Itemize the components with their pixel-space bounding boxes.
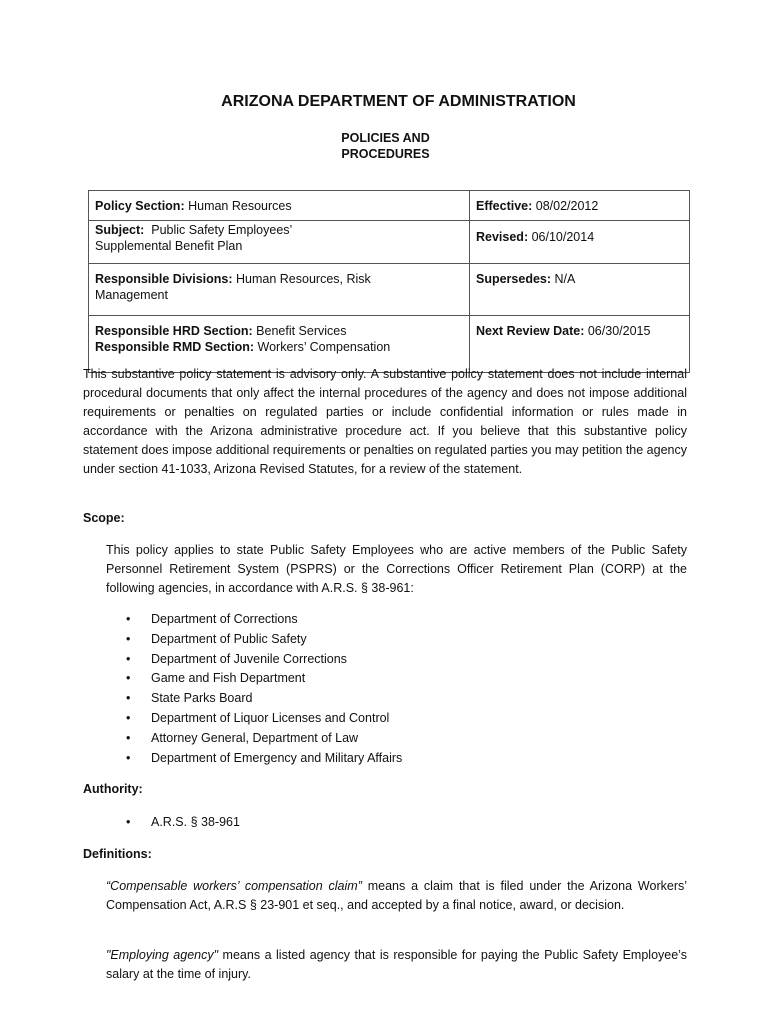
bullet-icon: • [126, 815, 131, 829]
table-row [89, 191, 690, 221]
definition-text: means a listed agency that is responsible for paying the Public Safety Employee’s salary at the time of injury. [106, 948, 687, 981]
subject-value-line-1: Public Safety Employees’ [151, 223, 293, 237]
list-item [126, 813, 240, 833]
rmd-label: Responsible RMD Section: [95, 340, 255, 354]
list-item [126, 749, 402, 769]
agency-name: Department of Corrections [151, 612, 298, 626]
supersedes-cell [470, 264, 690, 316]
effective-cell [470, 191, 690, 221]
sections-cell [89, 316, 470, 373]
divisions-label: Responsible Divisions: [95, 272, 233, 286]
agency-name: Attorney General, Department of Law [151, 730, 359, 745]
hrd-line [95, 323, 463, 339]
divisions-value-line-2: Management [95, 288, 168, 302]
bullet-icon: • [126, 631, 131, 646]
authority-citation: A.R.S. § 38-961 [151, 815, 240, 829]
policy-section-cell [89, 191, 470, 221]
policy-section-label: Policy Section: [95, 199, 185, 213]
rmd-line [95, 339, 463, 355]
hrd-value: Benefit Services [256, 324, 347, 338]
supersedes-label: Supersedes: [476, 272, 552, 286]
document-title: ARIZONA DEPARTMENT OF ADMINISTRATION [221, 93, 576, 110]
bullet-icon: • [126, 651, 131, 666]
agency-name: Game and Fish Department [151, 671, 306, 686]
agency-name: Department of Public Safety [151, 631, 307, 646]
definition-compensable-claim [106, 877, 687, 915]
subject-label: Subject: [95, 223, 145, 237]
table-row [89, 221, 690, 264]
review-label: Next Review Date: [476, 324, 585, 338]
bullet-icon: • [126, 612, 131, 626]
agency-name: State Parks Board [151, 691, 253, 706]
policy-info-table [88, 190, 690, 373]
bullet-icon: • [126, 691, 131, 706]
list-item [126, 689, 402, 709]
bullet-icon: • [126, 671, 131, 686]
scope-heading: Scope: [83, 511, 125, 525]
list-item [126, 650, 402, 670]
agency-name: Department of Liquor Licenses and Control [151, 710, 390, 725]
authority-list [126, 813, 240, 833]
divisions-cell [89, 264, 470, 316]
list-item [126, 630, 402, 650]
revised-cell [470, 221, 690, 264]
definition-text: means a claim that is filed under the Arizona Workers’ Compensation Act, A.R.S § 23-901 et seq., and accepted by a final notice, award, or decision. [106, 879, 688, 912]
scope-text: This policy applies to state Public Safety Employees who are active members of the Public Safety Personnel Retirement System (PSPRS) or the Corrections Officer Retirement Plan (CORP) at the following agencies, in accordance with A.R.S. § 38-961: [106, 543, 687, 595]
table-row [89, 316, 690, 373]
policy-section-value: Human Resources [188, 199, 292, 213]
effective-value: 08/02/2012 [535, 199, 599, 213]
revised-value: 06/10/2014 [531, 230, 595, 244]
list-item [126, 729, 402, 749]
advisory-statement: This substantive policy statement is advisory only. A substantive policy statement does not include internal procedural documents that only affect the internal procedures of the agency and does not impose additional requirements or penalties on regulated parties or include confidential information or rules made in accordance with the Arizona administrative procedure act. If you believe that this substantive policy statement does impose additional requirements or penalties on regulated parties you may petition the agency under section 41-1033, Arizona Revised Statutes, for a review of the statement. [83, 367, 687, 476]
subtitle-line-1: POLICIES AND [341, 131, 430, 145]
definition-term: “Compensable workers’ compensation claim” [106, 879, 362, 893]
list-item [126, 709, 402, 729]
divisions-value-line-1: Human Resources, Risk [236, 272, 371, 286]
agency-list [126, 610, 402, 768]
rmd-value: Workers’ Compensation [257, 340, 391, 354]
agency-name: Department of Emergency and Military Affairs [151, 750, 403, 765]
definition-employing-agency [106, 946, 687, 984]
subject-cell [89, 221, 470, 264]
effective-label: Effective: [476, 199, 533, 213]
definitions-heading: Definitions: [83, 847, 152, 861]
revised-label: Revised: [476, 230, 529, 244]
subject-value-line-2: Supplemental Benefit Plan [95, 239, 243, 253]
document-subtitle [0, 130, 770, 162]
bullet-icon: • [126, 710, 131, 725]
bullet-icon: • [126, 730, 131, 745]
review-value: 06/30/2015 [587, 324, 651, 338]
hrd-label: Responsible HRD Section: [95, 324, 253, 338]
list-item [126, 669, 402, 689]
subtitle-line-2: PROCEDURES [341, 147, 430, 161]
bullet-icon: • [126, 750, 131, 765]
list-item [126, 610, 402, 630]
authority-heading: Authority: [83, 782, 143, 796]
table-row [89, 264, 690, 316]
agency-name: Department of Juvenile Corrections [151, 651, 347, 666]
definition-term: "Employing agency" [106, 948, 219, 962]
review-date-cell [470, 316, 690, 373]
supersedes-value: N/A [554, 272, 576, 286]
